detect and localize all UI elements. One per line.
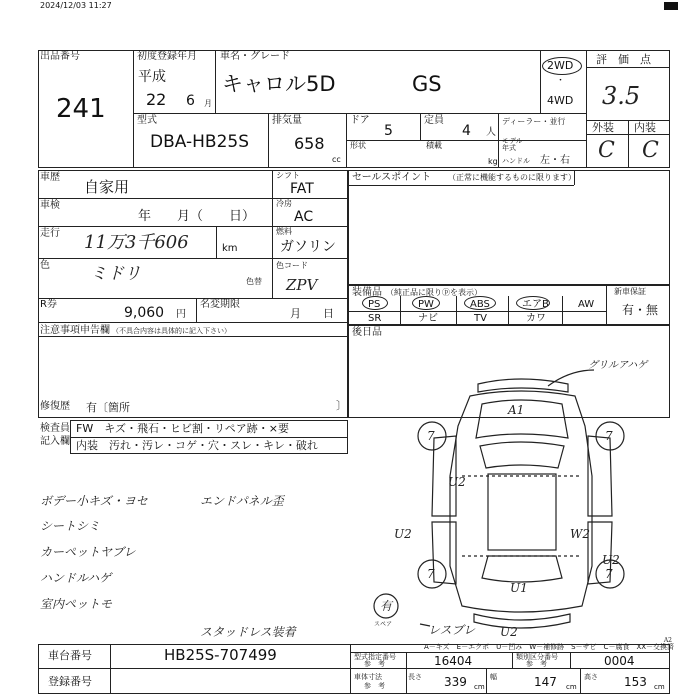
type-designation-label: 型式指定番号 <box>354 653 396 661</box>
displacement-label: 排気量 <box>272 115 302 126</box>
note-handle-wear: ハンドルハゲ <box>40 571 112 585</box>
capacity-unit: 人 <box>486 127 496 138</box>
aircon-label: 冷房 <box>276 199 292 208</box>
notes-note: （不具合内容は具体的に記入下さい） <box>112 327 231 335</box>
timestamp: 2024/12/03 11:27 <box>40 1 112 10</box>
type-designation-sub: 参 考 <box>364 660 385 668</box>
model-label: 型式 <box>137 115 157 126</box>
sales-point-label: セールスポイント <box>352 172 432 183</box>
diagram-mark-u2-rear: U2 <box>500 625 518 639</box>
sales-point-section <box>348 170 670 285</box>
first-reg-year: 22 <box>146 90 167 109</box>
inspector-label-2: 記入欄 <box>40 436 70 447</box>
diagram-mark-w2: W2 <box>570 527 590 541</box>
equip-aw: AW <box>578 299 595 310</box>
width-label: 幅 <box>490 673 497 681</box>
note-end-panel: エンドパネル歪 <box>200 494 284 508</box>
width-value: 147 <box>534 675 557 689</box>
color-swatch-label: 色替 <box>246 277 262 286</box>
lot-label: 出品番号 <box>40 51 80 62</box>
mileage-unit: km <box>222 243 238 254</box>
doors-label: ドア <box>350 115 370 126</box>
height-unit: cm <box>654 683 665 691</box>
mileage-label: 走行 <box>40 228 60 239</box>
load-label: 積載 <box>426 141 442 150</box>
model-year-label: モデル 年式 <box>502 137 523 152</box>
dimensions-sub: 参 考 <box>364 682 385 690</box>
diagram-mark-u2-right: U2 <box>602 553 620 567</box>
rating-label: 評 価 点 <box>596 53 651 66</box>
int-value: C <box>642 138 659 163</box>
height-value: 153 <box>624 675 647 689</box>
length-unit: cm <box>474 683 485 691</box>
repair-value: 有〔箇所 <box>86 401 130 414</box>
note-seat-stain: シートシミ <box>40 519 101 533</box>
recycle-value: 9,060 <box>124 305 165 321</box>
registration-label: 登録番号 <box>48 675 92 688</box>
car-name: キャロル5D <box>222 72 336 96</box>
displacement-value: 658 <box>294 134 325 153</box>
capacity-value: 4 <box>462 123 471 139</box>
equip-pw: PW <box>418 299 434 310</box>
handle-label: ハンドル <box>502 157 530 165</box>
model-value: DBA-HB25S <box>150 132 250 152</box>
type-designation-value: 16404 <box>434 654 473 668</box>
lot-number: 241 <box>56 94 106 124</box>
recycle-due-label: 名変期限 <box>200 299 240 310</box>
diagram-mark-u1: U1 <box>510 581 528 595</box>
equip-leather: カワ <box>526 313 546 324</box>
width-unit: cm <box>566 683 577 691</box>
drive-2wd: 2WD <box>547 59 574 72</box>
inspector-row-2: 内装 汚れ・汚レ・コゲ・穴・スレ・キレ・破れ <box>76 439 318 452</box>
shift-value: FAT <box>290 181 314 197</box>
inspector-label-1: 検査員 <box>40 423 70 434</box>
details-section <box>38 170 348 418</box>
diagram-mark-u2-outer: U2 <box>394 527 412 541</box>
chassis-label: 車台番号 <box>48 649 92 662</box>
car-grade: GS <box>412 72 442 96</box>
first-reg-month-unit: 月 <box>204 99 212 108</box>
color-code-label: 色コード <box>276 261 308 270</box>
first-reg-label: 初度登録年月 <box>137 51 197 62</box>
sales-point-note: （正常に機能するものに限ります） <box>448 173 576 182</box>
recycle-due-value: 月 日 <box>290 307 334 320</box>
drive-dot: ・ <box>556 76 566 86</box>
recycle-label: R券 <box>40 299 57 310</box>
fuel-label: 燃料 <box>276 227 292 236</box>
ext-label: 外装 <box>592 121 614 134</box>
equip-navi: ナビ <box>418 313 438 324</box>
mileage-value: 11万3千606 <box>84 232 189 253</box>
displacement-unit: cc <box>332 155 341 164</box>
car-label: 車名・グレード <box>220 51 290 62</box>
capacity-label: 定員 <box>424 115 444 126</box>
fuel-value: ガソリン <box>280 239 336 255</box>
dimensions-label: 車体寸法 <box>354 673 382 681</box>
load-unit: kg <box>488 157 498 166</box>
spare-value: 有 <box>380 599 393 613</box>
tire-front-right: 7 <box>605 429 613 443</box>
car-diagram <box>370 356 670 646</box>
dealer-label: ディーラー・並行 <box>502 117 566 126</box>
new-car-warranty-label: 新車保証 <box>614 287 646 296</box>
repair-close: 〕 <box>336 399 347 412</box>
history-value: 自家用 <box>84 178 130 196</box>
equip-abs: ABS <box>470 299 490 310</box>
color-code-value: ZPV <box>286 276 318 294</box>
ext-value: C <box>598 138 615 163</box>
equip-airbag: エアB <box>522 299 549 310</box>
damage-legend: A－キズ E－エクボ U－凹み W－補修跡 S－サビ C－腐食 XX－交換済 <box>424 643 675 651</box>
note-pet-hair: 室内ペットモ <box>40 597 113 611</box>
corner-mark <box>664 2 678 10</box>
category-sub: 参 考 <box>526 660 547 668</box>
equipment-note: （純正品に限りⓟを表示） <box>386 288 482 297</box>
length-label: 長さ <box>408 673 422 681</box>
int-label: 内装 <box>634 121 656 134</box>
diagram-mark-u2-left: U2 <box>448 475 466 489</box>
category-value: 0004 <box>604 654 635 668</box>
tire-front-left: 7 <box>427 429 435 443</box>
tire-rear-left: 7 <box>427 567 435 581</box>
handle-value: 左・右 <box>540 155 570 166</box>
new-car-warranty-value: 有・無 <box>622 303 659 317</box>
inspector-row-1: FW キズ・飛石・ヒビ割・リペア跡・×要 <box>76 422 289 435</box>
aircon-value: AC <box>294 209 314 225</box>
tire-rear-right: 7 <box>605 567 613 581</box>
category-label: 類別区分番号 <box>516 653 558 661</box>
inspection-label: 車検 <box>40 200 60 211</box>
after-items-label: 後日品 <box>352 327 382 338</box>
equip-sr: SR <box>368 313 382 324</box>
diagram-left-note: レスブレ <box>428 623 476 637</box>
doors-value: 5 <box>384 123 393 139</box>
note-carpet-tear: カーペットヤブレ <box>40 545 136 559</box>
notes-label: 注意事項申告欄 <box>40 325 110 336</box>
height-label: 高さ <box>584 673 598 681</box>
color-value: ミドリ <box>90 264 141 284</box>
spare-label: スペア <box>374 621 393 628</box>
diagram-mark-a2: A2 <box>663 637 672 644</box>
equip-tv: TV <box>474 313 487 324</box>
first-reg-month: 6 <box>186 93 195 109</box>
length-value: 339 <box>444 675 467 689</box>
recycle-unit: 円 <box>176 309 186 320</box>
shift-label: シフト <box>276 171 300 180</box>
drive-4wd: 4WD <box>547 94 574 107</box>
history-label: 車歴 <box>40 172 60 183</box>
diagram-mark-a1: A1 <box>508 403 525 417</box>
note-grille: グリルアハゲ <box>588 360 648 371</box>
equipment-label: 装備品 <box>352 287 382 298</box>
color-label: 色 <box>40 260 50 271</box>
equip-ps: PS <box>368 299 381 310</box>
rating-value: 3.5 <box>602 82 641 110</box>
note-studless: スタッドレス装着 <box>200 625 296 639</box>
inspection-value: 年 月（ 日） <box>138 209 256 224</box>
body-shape-label: 形状 <box>350 141 366 150</box>
chassis-value: HB25S-707499 <box>164 646 277 664</box>
note-body-scratch: ボデー小キズ・ヨセ <box>40 494 148 508</box>
first-reg-era: 平成 <box>138 69 166 85</box>
repair-label: 修復歴 <box>40 401 70 412</box>
